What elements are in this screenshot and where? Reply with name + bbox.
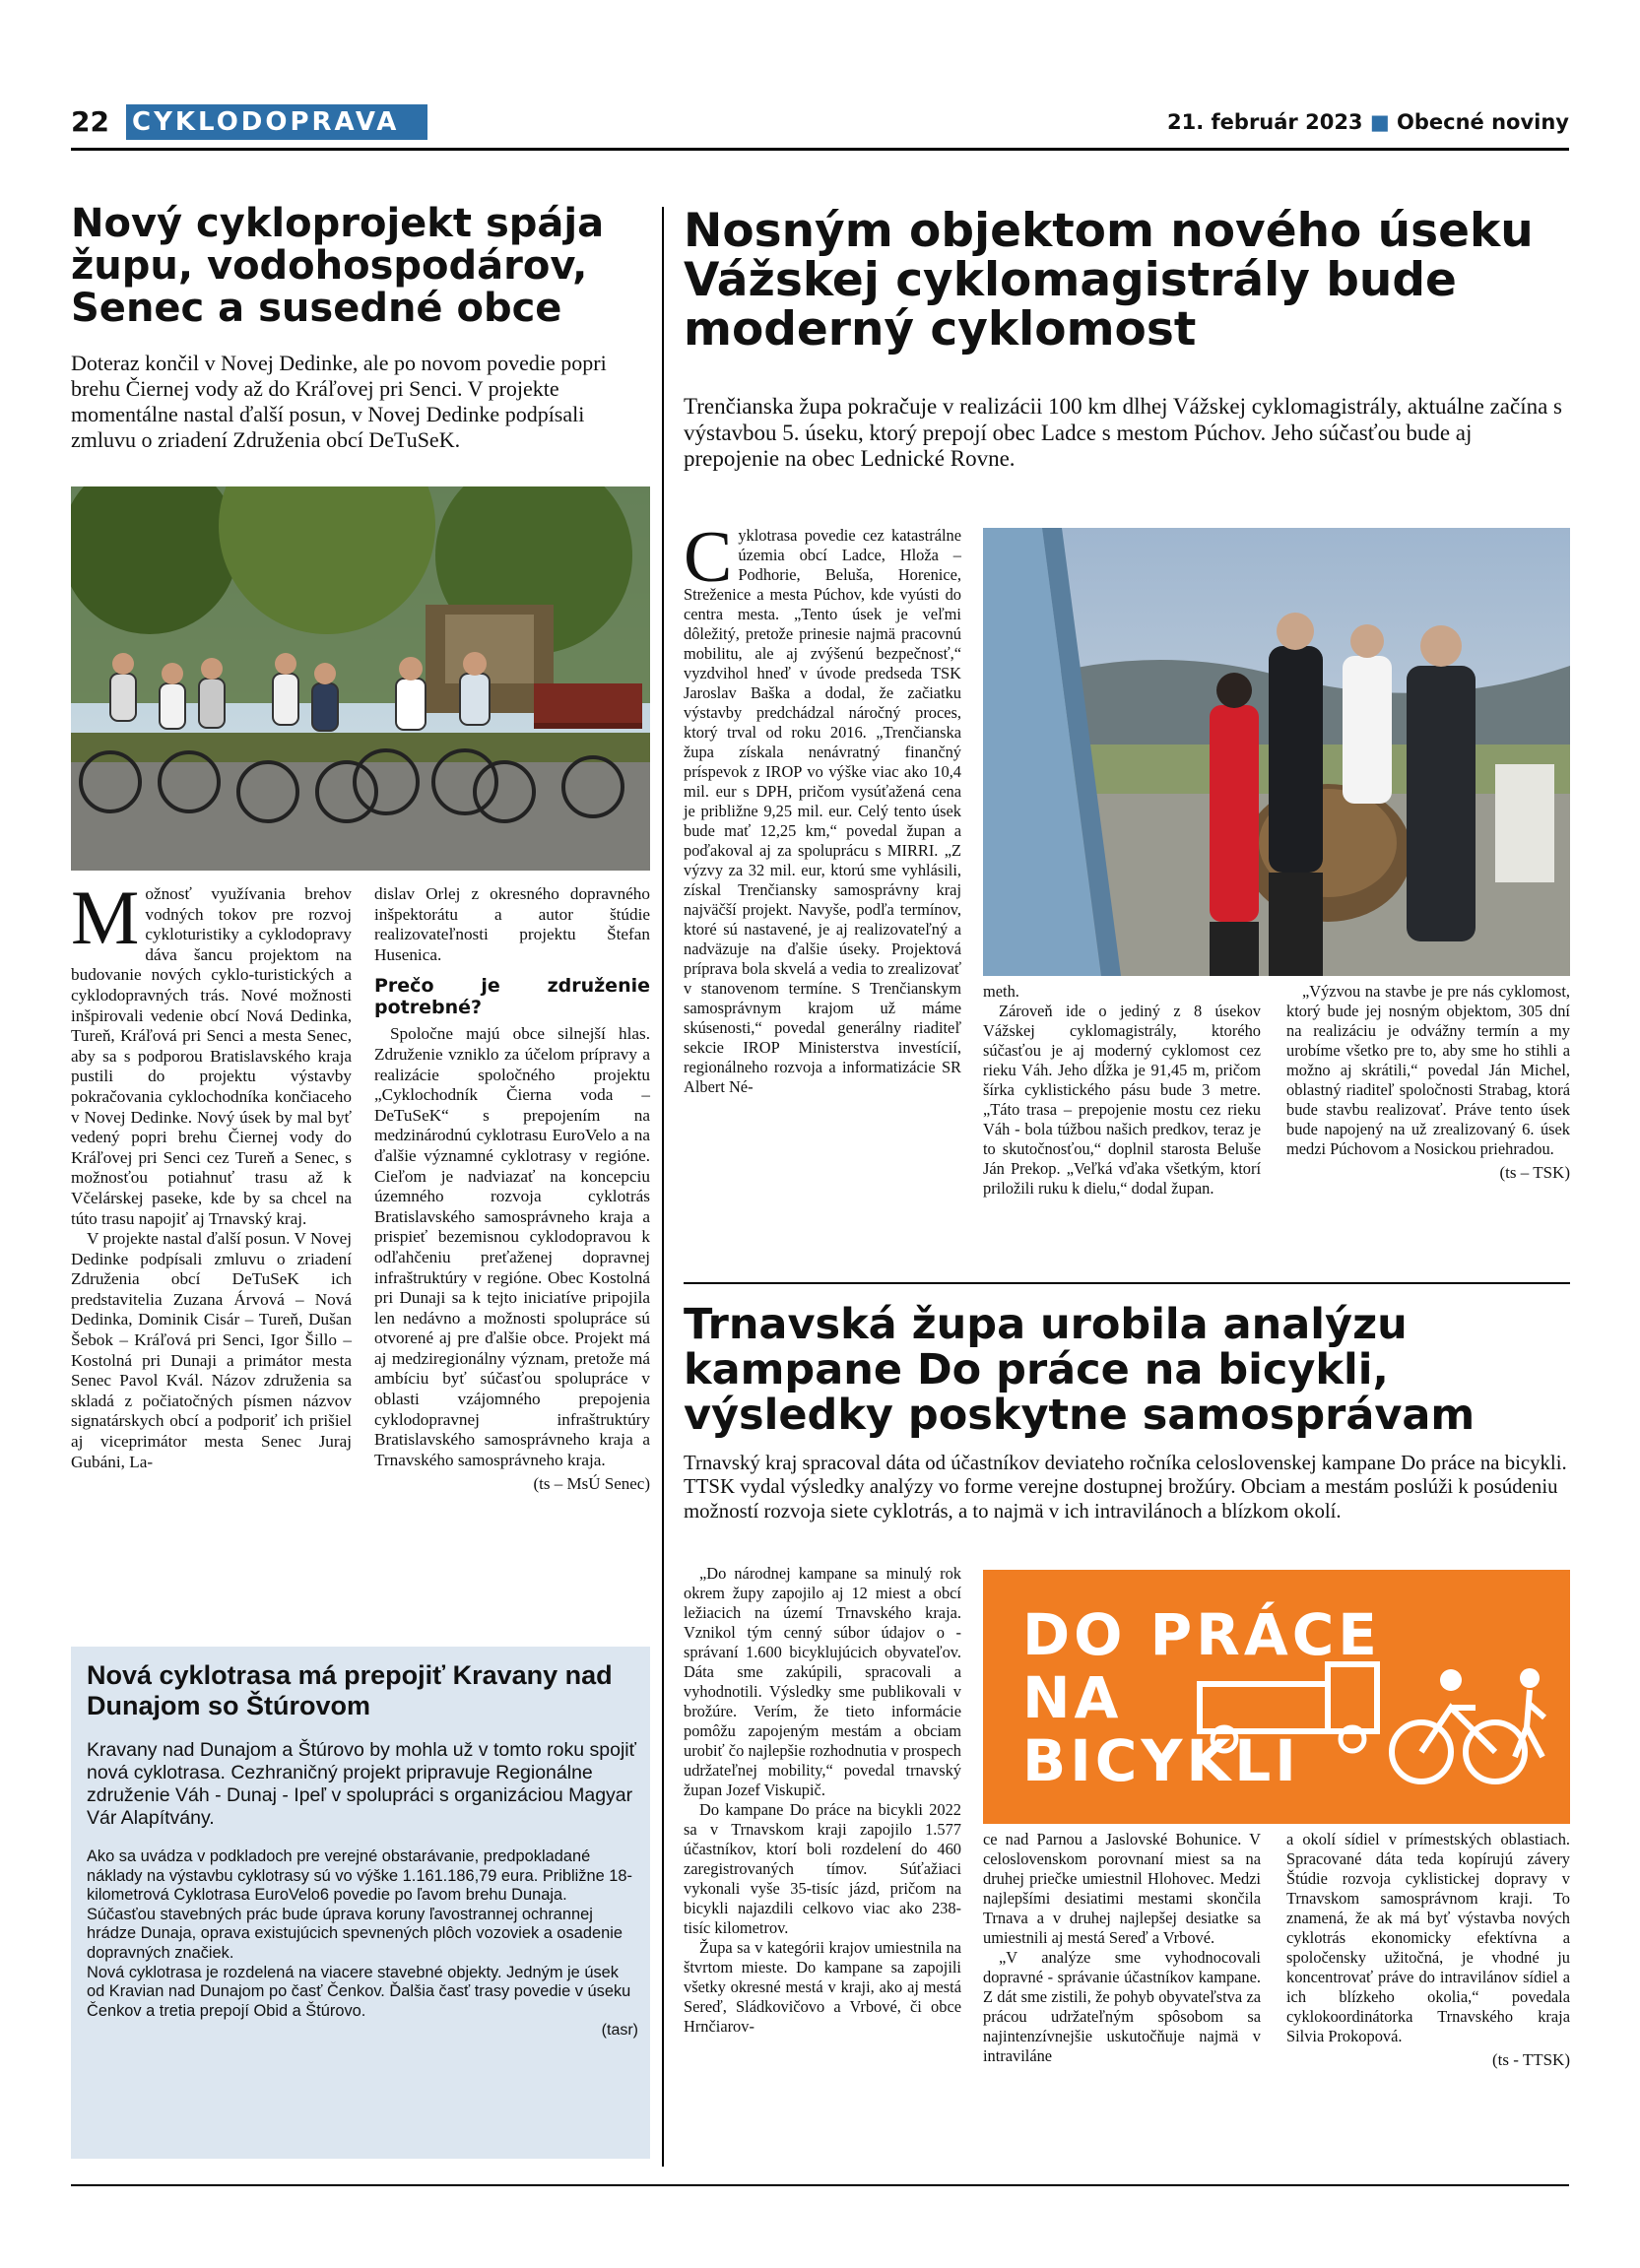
article3-col2-p2: „V analýze sme vyhodnocovali dopravné - správanie účastníkov kampane. Z dát sme zistili, že pohyb obyvateľstva za prácou udržateľným spôsobom sa najintenzívnejšie uskutočňuje najmä v intraviláne <box>983 1948 1261 2065</box>
article2-lede: Trenčianska župa pokračuje v realizácii 100 km dlhej Vážskej cyklomagistrály, aktuálne začína s výstavbou 5. úseku, ktorý prepojí obec Ladce s mestom Púchov. Jeho súčasťou bude aj prepojenie na obec Lednické Rovne. <box>684 394 1562 471</box>
box-p2: Nová cyklotrasa je rozdelená na viacere stavebné objekty. Jedným je úsek od Kravian nad Dunajom po časť Čenkov. Ďalšia časť trasy povedie v úseku Čenkov a tretia prepojí Obid a Štúrovo. <box>87 1963 631 2020</box>
article1-col2-p2: Spoločne majú obce silnejší hlas. Združenie vzniklo za účelom prípravy a realizácie spoločného projektu „Cyklochodník Čierna voda – DeTuSeK“ s prepojením na medzinárodnú cyklotrasu EuroVelo a na ďalšie významné cyklotrasy v regióne. Cieľom je nadviazať na koncepciu územného rozvoja cyklotrás Bratislavského samosprávneho kraja a prispieť bezemisnou cyklodopravou k odľahčeniu preťaženej dopravnej infraštruktúry v regióne. Obec Kostolná pri Dunaji sa k tejto iniciatíve pripojila len nedávno a možnosti spolupráce sú otvorené aj pre ďalšie obce. Projekt má aj medziregionálny význam, pretože má ambíciu byť súčasťou spolupráce v oblasti vzájomného prepojenia cyklodopravnej infraštruktúry Bratislavského samosprávneho kraja a Trnavského samosprávneho kraja. <box>374 1024 650 1469</box>
article3-column1 <box>684 1564 961 2037</box>
logo-line-1: DO PRÁCE <box>1022 1601 1381 1668</box>
article3-credit: (ts - TTSK) <box>1491 2050 1570 2069</box>
article3-col1-p2: Do kampane Do práce na bicykli 2022 sa v Trnavskom kraji zapojilo 1.577 účastníkov, ktorí boli rozdelení do 460 zaregistrovaných tímov. Súťažiaci vykonali vyše 35-tisíc jázd, pričom na bicykli najazdili celkovo viac ako 238-tisíc kilometrov. <box>684 1800 961 1937</box>
article3-lede: Trnavský kraj spracoval dáta od účastníkov deviateho ročníka celoslovenskej kampane Do práce na bicykli. TTSK vydal výsledky analýzy vo forme verejne dostupnej brožúry. Obciam a mestám poslúži k posúdeniu možností rozvoja siete cyklotrás, a to najmä v ich intravilánoch a blízkom okolí. <box>684 1452 1567 1523</box>
logo-bicycle-graphic <box>983 1570 1570 1824</box>
article3-column3 <box>1286 1830 1570 2070</box>
article1-column2 <box>374 884 650 1495</box>
article2-col2-p2: Zároveň ide o jediný z 8 úsekov Vážskej cyklomagistrály, ktorého súčasťou je aj moderný cyklomost cez rieku Váh. Jeho dĺžka je 91,45 m, pričom šírka cyklistického pásu bude 3 metre. „Táto trasa – prepojenie mostu cez rieku Váh - bola túžbou našich predkov, teraz je to skutočnosťou,“ doplnil starosta Beluše Ján Prekop. „Veľká vďaka všetkým, ktorí priložili ruku k dielu,“ dodal župan. <box>983 1002 1261 1198</box>
article3-column2 <box>983 1830 1261 2066</box>
article2-column2 <box>983 982 1261 1199</box>
article3-col1-p1: „Do národnej kampane sa minulý rok okrem župy zapojilo aj 12 miest a obcí ležiacich na území Trnavského kraja. Vznikol tým cenný súbor údajov o - správaní 1.600 bicyklujúcich obyvateľov. Dáta sme zakúpili, spracovali a vyhodnotili. Výsledky sme publikovali v brožúre. Verím, že tieto informácie pomôžu zapojeným mestám a obciam urobiť čo najlepšie rozhodnutia v prospech udržateľnej mobility,“ povedal trnavský župan Jozef Viskupič. <box>684 1564 961 1799</box>
bridge-ceremony-photo <box>983 528 1570 976</box>
bullet-separator: ■ <box>1369 110 1390 134</box>
cyclists-group-photo <box>71 486 650 871</box>
article2-col3-p1: „Výzvou na stavbe je pre nás cyklomost, ktorý bude jej nosným objektom, 305 dní na realizáciu je odvážny termín a my urobíme všetko pre to, aby sme ho stihli a možno aj skrátili,“ povedal Ján Michel, oblastný riaditeľ spoločnosti Strabag, ktorá bude stavbu realizovať. Práve tento úsek bude napojený na už zrealizovaný 6. úsek medzi Púchovom a Nosickou priehradou. <box>1286 982 1570 1158</box>
box-credit: (tasr) <box>601 2022 638 2040</box>
page-number: 22 <box>71 105 109 138</box>
article1-dropcap: M <box>71 875 140 960</box>
article1-subhead: Prečo je združenie potrebné? <box>374 975 650 1019</box>
article1-title: Nový cykloprojekt spája župu, vodohospodárov, Senec a susedné obce <box>71 201 605 331</box>
logo-line-2: NA <box>1022 1664 1123 1731</box>
article2-column1 <box>684 517 961 1097</box>
do-prace-na-bicykli-logo <box>983 1570 1570 1824</box>
article2-credit: (ts – TSK) <box>1499 1163 1570 1182</box>
publication-name: Obecné noviny <box>1397 110 1569 134</box>
article2-col1-p1: yklotrasa povedie cez katastrálne územia obcí Ladce, Hloža – Podhorie, Beluša, Horenice, Streženice a mesta Púchov, kde vyústi do centra mesta. „Tento úsek je veľmi dôležitý, pretože prinesie najmä pracovnú mobilitu, ale aj zvýšenú bezpečnosť,“ vyzdvihol hneď v úvode predseda TSK Jaroslav Baška a dodal, že začiatku výstavby predchádzal náročný proces, ktorý trval od roku 2016. „Trenčianska župa získala nenávratný finančný príspevok z IROP vo výške viac ako 10,4 mil. eur s DPH, pričom vysúťažená cena je približne 9,25 mil. eur. Celý tento úsek bude mať 12,25 km,“ povedal župan a poďakoval aj za spoluprácu s MIRRI. „Z výzvy za 32 mil. eur, ktorú sme vyhlásili, získal Trenčiansky samosprávny kraj najväčší projekt. Navyše, podľa termínov, ktoré sú nastavené, je aj realizovateľný a nadväzuje na ďalšie úseky. Projektová príprava bola skvelá a vedia to zrealizovať v stanovenom termíne. S Trenčianskym samosprávnym krajom už máme skúsenosti,“ povedal generálny riaditeľ sekcie IROP Ministerstva investícií, regionálneho rozvoja a informatizácie SR Albert Né- <box>684 526 961 1096</box>
header-rule <box>71 148 1569 151</box>
article2-photo <box>983 528 1570 976</box>
box-title: Nová cyklotrasa má prepojiť Kravany nad Dunajom so Štúrovom <box>87 1660 613 1720</box>
column-divider <box>662 207 664 2167</box>
issue-date: 21. február 2023 <box>1167 110 1363 134</box>
article1-credit: (ts – MsÚ Senec) <box>533 1474 650 1494</box>
article1-col1-p2: V projekte nastal ďalší posun. V Novej Dedinke podpísali zmluvu o zriadení Združenia obcí DeTuSeK ich predstavitelia Zuzana Árvová – Nová Dedinka, Dominik Cisár – Tureň, Dušan Šebok – Kráľová pri Senci, Igor Šillo – Kostolná pri Dunaji a primátor mesta Senec Pavol Kvál. Názov združenia sa skladá z počiatočných písmen názvov signatárskych obcí a podporiť ich prišiel aj viceprimátor mesta Senec Juraj Gubáni, La- <box>71 1229 352 1471</box>
article3-col3-p1: a okolí sídiel v prímestských oblastiach. Spracované dáta teda kopírujú závery Štúdie rozvoja cyklistickej dopravy v Trnavskom samosprávnom kraji. To znamená, že ak má byť výstavba nových cyklotrás ekonomicky efektívna a spoločensky užitočná, je vhodné ju koncentrovať práve do intravilánov sídiel a ich blízkeho okolia,“ povedala cyklokoordinátorka Trnavského kraja Silvia Prokopová. <box>1286 1830 1570 2045</box>
logo-line-3: BICYKLI <box>1022 1727 1300 1794</box>
article3-col2-p1: ce nad Parnou a Jaslovské Bohunice. V celoslovenskom porovnaní miest sa na druhej priečke umiestnil Hlohovec. Medzi najlepšími desiatimi mestami skončila Trnava a v druhej najlepšej desiatke sa umiestnili aj mestá Sereď a Vrbové. <box>983 1830 1261 1947</box>
box-body <box>87 1847 638 2041</box>
article1-lede: Doteraz končil v Novej Dedinke, ale po novom povedie popri brehu Čiernej vody až do Kráľovej pri Senci. V projekte momentálne nastal ďalší posun, v Novej Dedinke podpísali zmluvu o zriadení Združenia obcí DeTuSeK. <box>71 351 607 452</box>
article2-column3 <box>1286 982 1570 1183</box>
article3-title: Trnavská župa urobila analýzu kampane Do práce na bicykli, výsledky poskytne samosprávam <box>684 1300 1476 1440</box>
header-meta <box>1167 108 1569 136</box>
article2-title: Nosným objektom nového úseku Vážskej cyklomagistrály bude moderný cyklomost <box>684 204 1534 356</box>
article1-photo <box>71 486 650 871</box>
box-lede: Kravany nad Dunajom a Štúrovo by mohla už v tomto roku spojiť nová cyklotrasa. Cezhraničný projekt pripravuje Regionálne združenie Váh - Dunaj - Ipeľ v spolupráci s organizáciou Magyar Vár Alapítvány. <box>87 1739 636 1829</box>
article2-col2-p1: meth. <box>983 982 1019 1001</box>
article1-col2-p1: dislav Orlej z okresného dopravného inšpektorátu a autor štúdie realizovateľnosti projektu Štefan Husenica. <box>374 884 650 964</box>
article1-col1-p1: ožnosť využívania brehov vodných tokov pre rozvoj cykloturistiky a cyklodopravy dáva šancu projektom na budovanie nových cyklo-turistických a cyklodopravných trás. Nové možnosti inšpirovali vedenie obcí Nová Dedinka, Tureň, Kráľová pri Senci a mesta Senec, aby sa s podporou Bratislavského kraja pustili do projektu výstavby pokračovania cyklochodníka končiaceho v Novej Dedinke. Nový úsek by mal byť vedený popri brehu Čiernej vody do Kráľovej pri Senci cez Tureň a Senec, s možnosťou potiahnuť trasu až k Včelárskej paseke, kde by sa chcel na túto trasu napojiť aj Trnavský kraj. <box>71 884 352 1228</box>
footer-rule <box>71 2184 1569 2186</box>
section-label: CYKLODOPRAVA <box>126 104 427 140</box>
article1-column1 <box>71 875 352 1472</box>
article3-col1-p3: Župa sa v kategórii krajov umiestnila na štvrtom mieste. Do kampane sa zapojili všetky okresné mestá v kraji, ako aj mestá Sereď, Sládkovičovo a Vrbové, či obce Hrnčiarov- <box>684 1938 961 2036</box>
article2-bottom-rule <box>684 1282 1570 1284</box>
box-p1: Ako sa uvádza v podkladoch pre verejné obstarávanie, predpokladané náklady na výstavbu cyklotrasy sú vo výške 1.161.186,79 eura. Približne 18-kilometrová Cyklotrasa EuroVelo6 povedie po ľavom brehu Dunaja. Súčasťou stavebných prác bude úprava koruny ľavostrannej ochrannej hrádze Dunaja, oprava existujúcich spevnených plôch vozoviek a osadenie dopravných značiek. <box>87 1847 632 1962</box>
kravany-box <box>71 1647 650 2159</box>
article2-dropcap: C <box>684 517 733 598</box>
